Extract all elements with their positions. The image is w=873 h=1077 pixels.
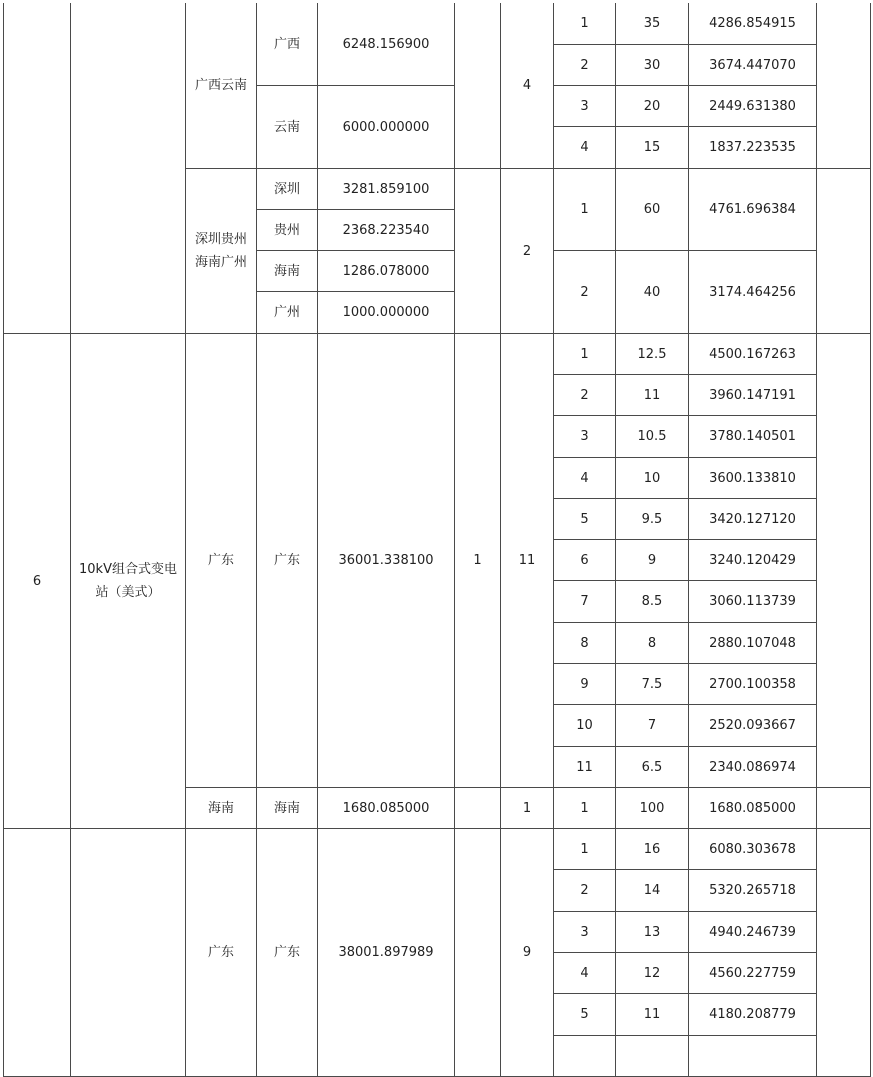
tier-no-cell: [554, 788, 616, 829]
tier-value-cell-text: 3780.140501: [709, 429, 796, 444]
tier-value-cell-text: 2449.631380: [709, 98, 796, 114]
tier-no-cell: [554, 953, 616, 994]
amount-cell-text: 1680.085000: [342, 800, 430, 816]
tier-value-cell-text: 2880.107048: [709, 635, 796, 651]
seq-cell: [3, 3, 71, 334]
amount-cell-text: 1286.078000: [342, 263, 430, 279]
tier-no-cell-text: 1: [580, 800, 589, 816]
province-cell: [257, 292, 318, 334]
tier-no-cell: [554, 581, 616, 623]
package-count-cell: [455, 169, 501, 334]
tier-percent-cell: [616, 623, 689, 664]
tier-no-cell: [554, 623, 616, 664]
seq-cell: [3, 334, 71, 829]
bidder-count-cell-text: 9: [522, 945, 532, 960]
tier-no-cell-text: 11: [576, 759, 593, 775]
region-cell-text: 广东: [207, 945, 234, 960]
tier-value-cell-text: 2700.100358: [709, 676, 796, 692]
tier-no-cell: [554, 127, 616, 169]
tier-no-cell-text: 2: [580, 57, 589, 73]
tier-value-cell: [689, 912, 817, 953]
tier-no-cell: [554, 86, 616, 127]
tier-value-cell: [689, 169, 817, 251]
tier-percent-cell: [616, 581, 689, 623]
tier-value-cell: [689, 994, 817, 1036]
tier-percent-cell-text: 30: [643, 57, 661, 73]
tier-value-cell-text: 5320.265718: [709, 883, 796, 898]
province-cell: [257, 251, 318, 292]
tier-no-cell-text: 2: [580, 284, 589, 300]
tier-percent-cell: [616, 499, 689, 540]
tier-value-cell: [689, 953, 817, 994]
tier-no-cell: [554, 664, 616, 705]
tier-no-cell-text: 5: [580, 1007, 589, 1022]
tier-value-cell-text: 2520.093667: [709, 718, 796, 733]
region-cell-text: 深圳贵州海南广州: [194, 232, 247, 270]
tier-value-cell-text: 4761.696384: [709, 202, 796, 217]
tier-percent-cell-text: 9.5: [641, 511, 663, 527]
tier-percent-cell-text: 60: [643, 202, 661, 217]
tier-value-cell: [689, 664, 817, 705]
tier-percent-cell: [616, 747, 689, 788]
tier-percent-cell: [616, 664, 689, 705]
remark-cell: [817, 169, 871, 334]
tier-percent-cell-text: 14: [643, 883, 661, 898]
province-cell-text: 贵州: [273, 222, 300, 238]
package-count-cell: [455, 3, 501, 169]
tier-no-cell-text: 2: [580, 387, 589, 403]
province-cell-text: 海南: [273, 263, 300, 279]
item-name-cell: [71, 3, 186, 334]
tier-value-cell-text: 3174.464256: [709, 284, 796, 300]
tier-percent-cell: [616, 169, 689, 251]
bidder-count-cell: [501, 334, 554, 788]
tier-value-cell-text: 4560.227759: [709, 965, 796, 981]
province-cell: [257, 3, 318, 86]
tier-value-cell: [689, 870, 817, 912]
bidder-count-cell-text: 11: [518, 553, 536, 568]
tier-value-cell-text: 4180.208779: [709, 1007, 796, 1022]
tier-no-cell: [554, 747, 616, 788]
tier-percent-cell-text: 16: [643, 841, 661, 857]
tier-value-cell-text: 3420.127120: [709, 511, 796, 527]
amount-cell-text: 6000.000000: [342, 119, 430, 135]
region-cell: [186, 334, 257, 788]
tier-percent-cell-text: 20: [643, 98, 661, 114]
tier-percent-cell: [616, 127, 689, 169]
tier-no-cell: [554, 994, 616, 1036]
tier-percent-cell-text: 8: [647, 635, 657, 651]
tier-no-cell-text: 6: [580, 552, 589, 568]
tier-no-cell: [554, 870, 616, 912]
tier-value-cell-text: 2340.086974: [709, 759, 796, 775]
province-cell-text: 广州: [273, 305, 300, 320]
tier-percent-cell-text: 13: [643, 924, 661, 940]
tier-value-cell-text: 1680.085000: [709, 800, 796, 816]
amount-cell: [318, 251, 455, 292]
seq-cell-text: 6: [32, 573, 42, 589]
amount-cell-text: 6248.156900: [342, 36, 430, 52]
tier-value-cell: [689, 1036, 817, 1077]
amount-cell-text: 1000.000000: [342, 305, 430, 320]
bidder-count-cell: [501, 3, 554, 169]
tier-no-cell-text: 1: [580, 841, 589, 857]
tier-value-cell-text: 3240.120429: [709, 552, 796, 568]
tier-percent-cell: [616, 870, 689, 912]
tier-percent-cell-text: 10: [643, 470, 661, 486]
tier-no-cell: [554, 1036, 616, 1077]
tier-no-cell-text: 4: [580, 140, 589, 155]
province-cell-text: 深圳: [273, 181, 300, 197]
tier-no-cell: [554, 375, 616, 416]
tier-no-cell-text: 3: [580, 98, 589, 114]
tier-value-cell: [689, 540, 817, 581]
amount-cell: [318, 169, 455, 210]
tier-percent-cell: [616, 1036, 689, 1077]
tier-percent-cell-text: 9: [647, 552, 657, 568]
tier-value-cell: [689, 416, 817, 458]
tier-no-cell-text: 4: [580, 965, 589, 981]
tier-percent-cell-text: 40: [643, 284, 661, 300]
province-cell: [257, 210, 318, 251]
tier-percent-cell-text: 7: [647, 718, 657, 733]
tier-percent-cell: [616, 788, 689, 829]
tier-percent-cell: [616, 912, 689, 953]
remark-cell: [817, 3, 871, 169]
item-name-cell: [71, 334, 186, 829]
tier-no-cell: [554, 169, 616, 251]
tier-percent-cell: [616, 45, 689, 86]
tier-value-cell: [689, 623, 817, 664]
tier-no-cell-text: 7: [580, 594, 589, 609]
amount-cell: [318, 788, 455, 829]
tier-percent-cell-text: 7.5: [641, 676, 663, 692]
tier-value-cell-text: 3060.113739: [709, 594, 796, 609]
tier-percent-cell: [616, 540, 689, 581]
province-cell-text: 广东: [273, 553, 300, 568]
tier-percent-cell: [616, 334, 689, 375]
tier-percent-cell: [616, 416, 689, 458]
tier-value-cell: [689, 499, 817, 540]
region-cell: [186, 788, 257, 829]
tier-value-cell: [689, 829, 817, 870]
tier-value-cell: [689, 705, 817, 747]
tier-value-cell: [689, 3, 817, 45]
region-cell: [186, 3, 257, 169]
tier-percent-cell: [616, 251, 689, 334]
tier-value-cell: [689, 458, 817, 499]
tier-percent-cell: [616, 829, 689, 870]
tier-value-cell: [689, 747, 817, 788]
amount-cell: [318, 3, 455, 86]
bidder-count-cell-text: 2: [522, 243, 532, 259]
tier-percent-cell-text: 11: [643, 387, 661, 403]
province-cell: [257, 788, 318, 829]
tier-no-cell: [554, 45, 616, 86]
province-cell: [257, 334, 318, 788]
tier-percent-cell: [616, 375, 689, 416]
tier-percent-cell-text: 8.5: [641, 594, 663, 609]
province-cell-text: 广西: [273, 36, 300, 52]
tier-no-cell: [554, 829, 616, 870]
tier-no-cell: [554, 540, 616, 581]
tier-no-cell-text: 10: [576, 718, 593, 733]
province-cell: [257, 169, 318, 210]
tier-percent-cell: [616, 953, 689, 994]
tier-no-cell-text: 1: [580, 202, 589, 217]
bidder-count-cell-text: 4: [522, 78, 532, 93]
amount-cell: [318, 334, 455, 788]
tier-value-cell-text: 3674.447070: [709, 57, 796, 73]
package-count-cell-text: 1: [473, 553, 482, 568]
tier-no-cell: [554, 334, 616, 375]
tier-percent-cell-text: 100: [639, 800, 665, 816]
region-cell-text: 海南: [207, 800, 234, 816]
tier-value-cell-text: 4500.167263: [709, 346, 796, 362]
tier-no-cell-text: 8: [580, 635, 589, 651]
tier-no-cell: [554, 499, 616, 540]
tier-value-cell-text: 4286.854915: [709, 16, 796, 31]
tier-no-cell-text: 2: [580, 883, 589, 898]
package-count-cell: [455, 334, 501, 788]
tier-no-cell-text: 3: [580, 924, 589, 940]
tier-value-cell: [689, 45, 817, 86]
tier-no-cell-text: 4: [580, 470, 589, 486]
tier-percent-cell-text: 12: [643, 965, 661, 981]
province-cell: [257, 86, 318, 169]
tier-no-cell-text: 1: [580, 16, 589, 31]
package-count-cell: [455, 788, 501, 829]
tier-value-cell-text: 1837.223535: [709, 140, 796, 155]
amount-cell: [318, 86, 455, 169]
province-cell-text: 云南: [273, 119, 300, 135]
amount-cell: [318, 210, 455, 251]
amount-cell-text: 2368.223540: [342, 222, 430, 238]
tier-percent-cell-text: 15: [643, 140, 661, 155]
region-cell-text: 广东: [207, 553, 234, 568]
amount-cell-text: 36001.338100: [338, 553, 434, 568]
bidder-count-cell: [501, 169, 554, 334]
tier-no-cell: [554, 3, 616, 45]
tier-no-cell-text: 5: [580, 511, 589, 527]
tier-value-cell: [689, 334, 817, 375]
region-cell-text: 广西云南: [194, 78, 247, 93]
tier-value-cell-text: 3600.133810: [709, 470, 796, 486]
bidder-count-cell-text: 1: [522, 800, 532, 816]
tier-value-cell: [689, 788, 817, 829]
tier-value-cell-text: 4940.246739: [709, 924, 796, 940]
tier-value-cell: [689, 127, 817, 169]
tier-no-cell: [554, 416, 616, 458]
tier-value-cell: [689, 375, 817, 416]
province-cell-text: 广东: [273, 945, 300, 960]
tier-percent-cell: [616, 3, 689, 45]
tier-percent-cell: [616, 994, 689, 1036]
tier-no-cell: [554, 251, 616, 334]
tier-no-cell: [554, 912, 616, 953]
province-cell-text: 海南: [273, 800, 300, 816]
amount-cell: [318, 292, 455, 334]
tier-percent-cell-text: 10.5: [637, 429, 667, 444]
tier-value-cell: [689, 86, 817, 127]
region-cell: [186, 169, 257, 334]
tier-value-cell-text: 6080.303678: [709, 841, 796, 857]
item-name-cell-text: 10kV组合式变电站（美式）: [79, 562, 177, 600]
amount-cell-text: 38001.897989: [338, 945, 434, 960]
tier-value-cell: [689, 251, 817, 334]
tier-percent-cell-text: 35: [643, 16, 661, 31]
tier-no-cell: [554, 458, 616, 499]
tier-percent-cell: [616, 705, 689, 747]
tier-no-cell-text: 9: [580, 676, 589, 692]
tier-no-cell: [554, 705, 616, 747]
tier-value-cell-text: 3960.147191: [709, 387, 796, 403]
remark-cell: [817, 788, 871, 829]
amount-cell-text: 3281.859100: [342, 181, 430, 197]
bidder-count-cell: [501, 788, 554, 829]
tier-percent-cell-text: 11: [643, 1007, 661, 1022]
tier-value-cell: [689, 581, 817, 623]
remark-cell: [817, 334, 871, 788]
tier-percent-cell-text: 6.5: [641, 759, 663, 775]
tier-percent-cell-text: 12.5: [637, 346, 667, 362]
tier-no-cell-text: 3: [580, 429, 589, 444]
tier-percent-cell: [616, 86, 689, 127]
tier-percent-cell: [616, 458, 689, 499]
tier-no-cell-text: 1: [580, 346, 589, 362]
